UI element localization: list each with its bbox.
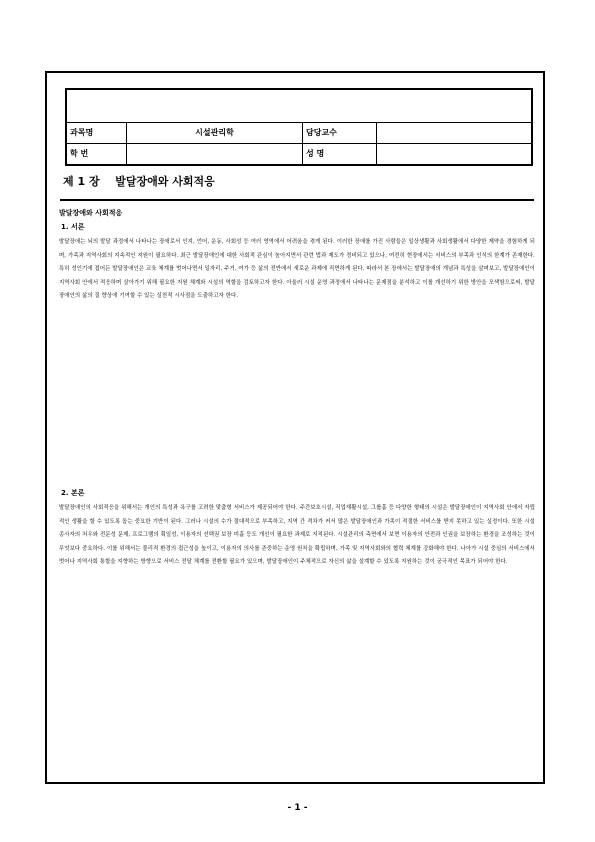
header-title-cell xyxy=(67,90,531,123)
subsection-heading-intro: 1. 서론 xyxy=(61,223,85,231)
subsection-heading-body: 2. 본론 xyxy=(61,489,85,497)
page-number: - 1 - xyxy=(287,803,308,813)
paragraph-body: 발달장애인의 사회적응을 위해서는 개인의 특성과 욕구를 고려한 맞춤형 서비스가 제공되어야 한다. 주간보호시설, 직업재활시설, 그룹홈 등 다양한 형태의 시설은 발달장애인이 지역사회 안에서 자립적인 생활을 할 수 있도록 돕는 중요한 기반이 된다. 그러나 시설의 수가 절대적으로 부족하고, 지역 간 격차가 커서 많은 발달장애인과 가족이 적절한 서비스를 받지 못하고 있는 실정이다. 또한 시설 종사자의 처우와 전문성 문제, 프로그램의 획일성, 이용자의 선택권 보장 미흡 등도 개선이 필요한 과제로 지적된다. 시설관리의 측면에서 보면 이용자의 안전과 인권을 보장하는 환경을 조성하는 것이 무엇보다 중요하다. 이를 위해서는 물리적 환경의 접근성을 높이고, 이용자의 의사를 존중하는 운영 원칙을 확립하며, 가족 및 지역사회와의 협력 체계를 강화해야 한다. 나아가 시설 중심의 서비스에서 벗어나 지역사회 통합을 지향하는 방향으로 서비스 전달 체계를 전환할 필요가 있으며, 발달장애인이 주체적으로 자신의 삶을 설계할 수 있도록 지원하는 것이 궁극적인 목표가 되어야 한다. xyxy=(59,505,535,566)
professor-label: 담당교수 xyxy=(303,123,377,143)
paragraph-intro: 발달장애는 뇌의 발달 과정에서 나타나는 장애로서 인지, 언어, 운동, 사회성 등 여러 영역에서 어려움을 겪게 된다. 이러한 장애를 가진 사람들은 일상생활과 사회생활에서 다양한 제약을 경험하게 되며, 가족과 지역사회의 지속적인 지원이 필요하다. 최근 발달장애인에 대한 사회적 관심이 높아지면서 관련 법과 제도가 정비되고 있으나, 여전히 현장에서는 서비스의 부족과 인식의 한계가 존재한다. 특히 성인기에 접어든 발달장애인은 교육 체계를 벗어나면서 일자리, 주거, 여가 등 삶의 전반에서 새로운 과제에 직면하게 된다. 따라서 본 장에서는 발달장애의 개념과 특성을 살펴보고, 발달장애인이 지역사회 안에서 적응하며 살아가기 위해 필요한 지원 체계와 시설의 역할을 검토하고자 한다. 아울러 시설 운영 과정에서 나타나는 문제점을 분석하고 이를 개선하기 위한 방안을 모색함으로써, 발달장애인의 삶의 질 향상에 기여할 수 있는 실천적 시사점을 도출하고자 한다. xyxy=(59,239,535,300)
professor-value xyxy=(377,123,531,143)
header-table xyxy=(65,88,533,166)
chapter-rule xyxy=(60,199,534,201)
chapter-number: 제 1 장 xyxy=(63,175,100,188)
header-row-student xyxy=(67,143,531,164)
student-id-label: 학 번 xyxy=(67,144,127,164)
name-label: 성 명 xyxy=(303,144,377,164)
name-value xyxy=(377,144,531,164)
course-label: 과목명 xyxy=(67,123,127,143)
student-id-value xyxy=(127,144,303,164)
chapter-title: 발달장애와 사회적응 xyxy=(115,175,215,188)
chapter-heading xyxy=(63,173,215,189)
course-value: 시설관리학 xyxy=(127,123,303,143)
header-row-course xyxy=(67,123,531,143)
section-title: 발달장애와 사회적응 xyxy=(59,209,123,217)
